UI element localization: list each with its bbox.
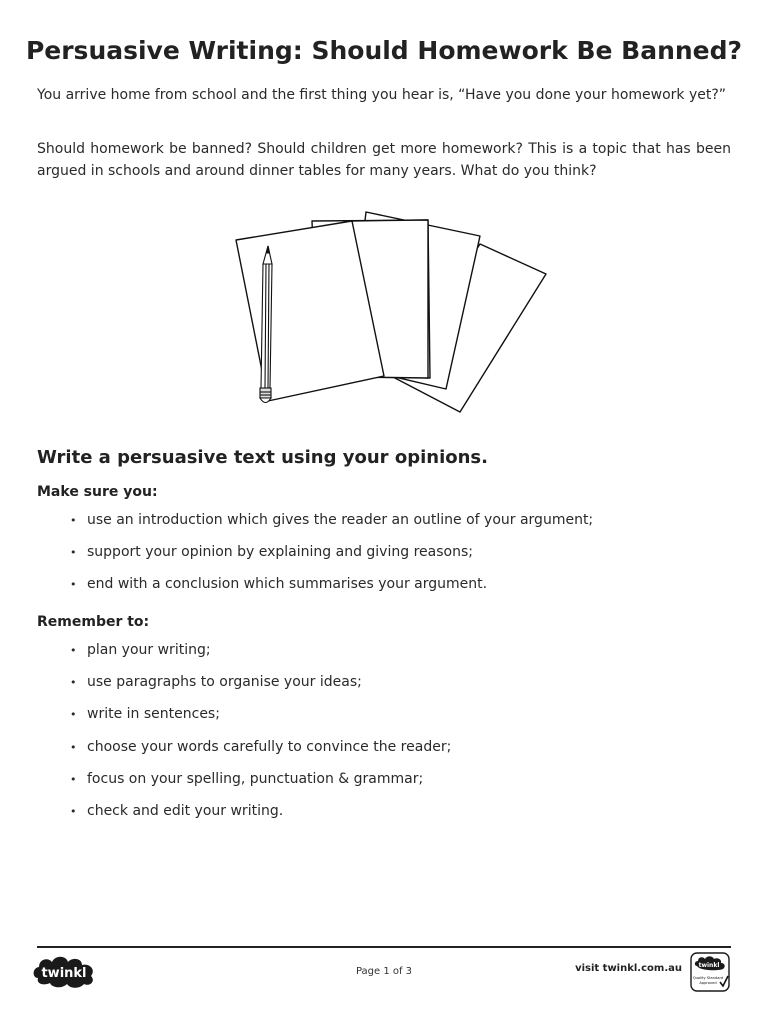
list-item: • focus on your spelling, punctuation & grammar; bbox=[70, 768, 730, 800]
task-heading: Write a persuasive text using your opinions. bbox=[37, 447, 488, 468]
bullet-icon: • bbox=[70, 772, 77, 786]
page-title: Persuasive Writing: Should Homework Be Banned? bbox=[25, 36, 743, 65]
remember-list bbox=[70, 639, 730, 832]
visit-link[interactable]: visit twinkl.com.au bbox=[575, 963, 682, 974]
list-item: • plan your writing; bbox=[70, 639, 730, 671]
bullet-icon: • bbox=[70, 708, 77, 722]
svg-text:Quality Standard: Quality Standard bbox=[692, 976, 724, 980]
bullet-icon: • bbox=[70, 644, 77, 657]
list-item: • use an introduction which gives the reader an outline of your argument; bbox=[70, 509, 730, 541]
list-item: • end with a conclusion which summarises your argument. bbox=[70, 573, 730, 605]
svg-text:twinkl: twinkl bbox=[698, 962, 720, 969]
list-item: • write in sentences; bbox=[70, 703, 730, 735]
list-item: • use paragraphs to organise your ideas; bbox=[70, 671, 730, 703]
bullet-icon: • bbox=[70, 676, 77, 690]
page-number: Page 1 of 3 bbox=[355, 966, 413, 977]
logo-text: twinkl bbox=[41, 966, 87, 981]
remember-heading: Remember to: bbox=[37, 614, 150, 630]
bullet-icon: • bbox=[70, 740, 77, 754]
bullet-icon: • bbox=[70, 514, 77, 527]
footer-divider bbox=[37, 946, 731, 948]
bullet-icon: • bbox=[70, 546, 77, 560]
bullet-icon: • bbox=[70, 804, 77, 818]
list-item: • choose your words carefully to convince the reader; bbox=[70, 736, 730, 768]
list-item: • support your opinion by explaining and giving reasons; bbox=[70, 541, 730, 573]
quality-standard-badge-icon bbox=[690, 952, 730, 992]
make-sure-list bbox=[70, 509, 730, 606]
paper-stack-pencil-icon bbox=[228, 206, 552, 424]
intro-paragraph-2: Should homework be banned? Should children get more homework? This is a topic that has been argued in schools and around dinner tables for many years. What do you think? bbox=[37, 141, 731, 179]
list-item: • check and edit your writing. bbox=[70, 800, 730, 832]
make-sure-heading: Make sure you: bbox=[37, 484, 158, 500]
svg-text:Approved: Approved bbox=[699, 981, 717, 985]
bullet-icon: • bbox=[70, 578, 77, 592]
intro-paragraph-1: You arrive home from school and the first thing you hear is, “Have you done your homework yet?” bbox=[37, 87, 727, 103]
